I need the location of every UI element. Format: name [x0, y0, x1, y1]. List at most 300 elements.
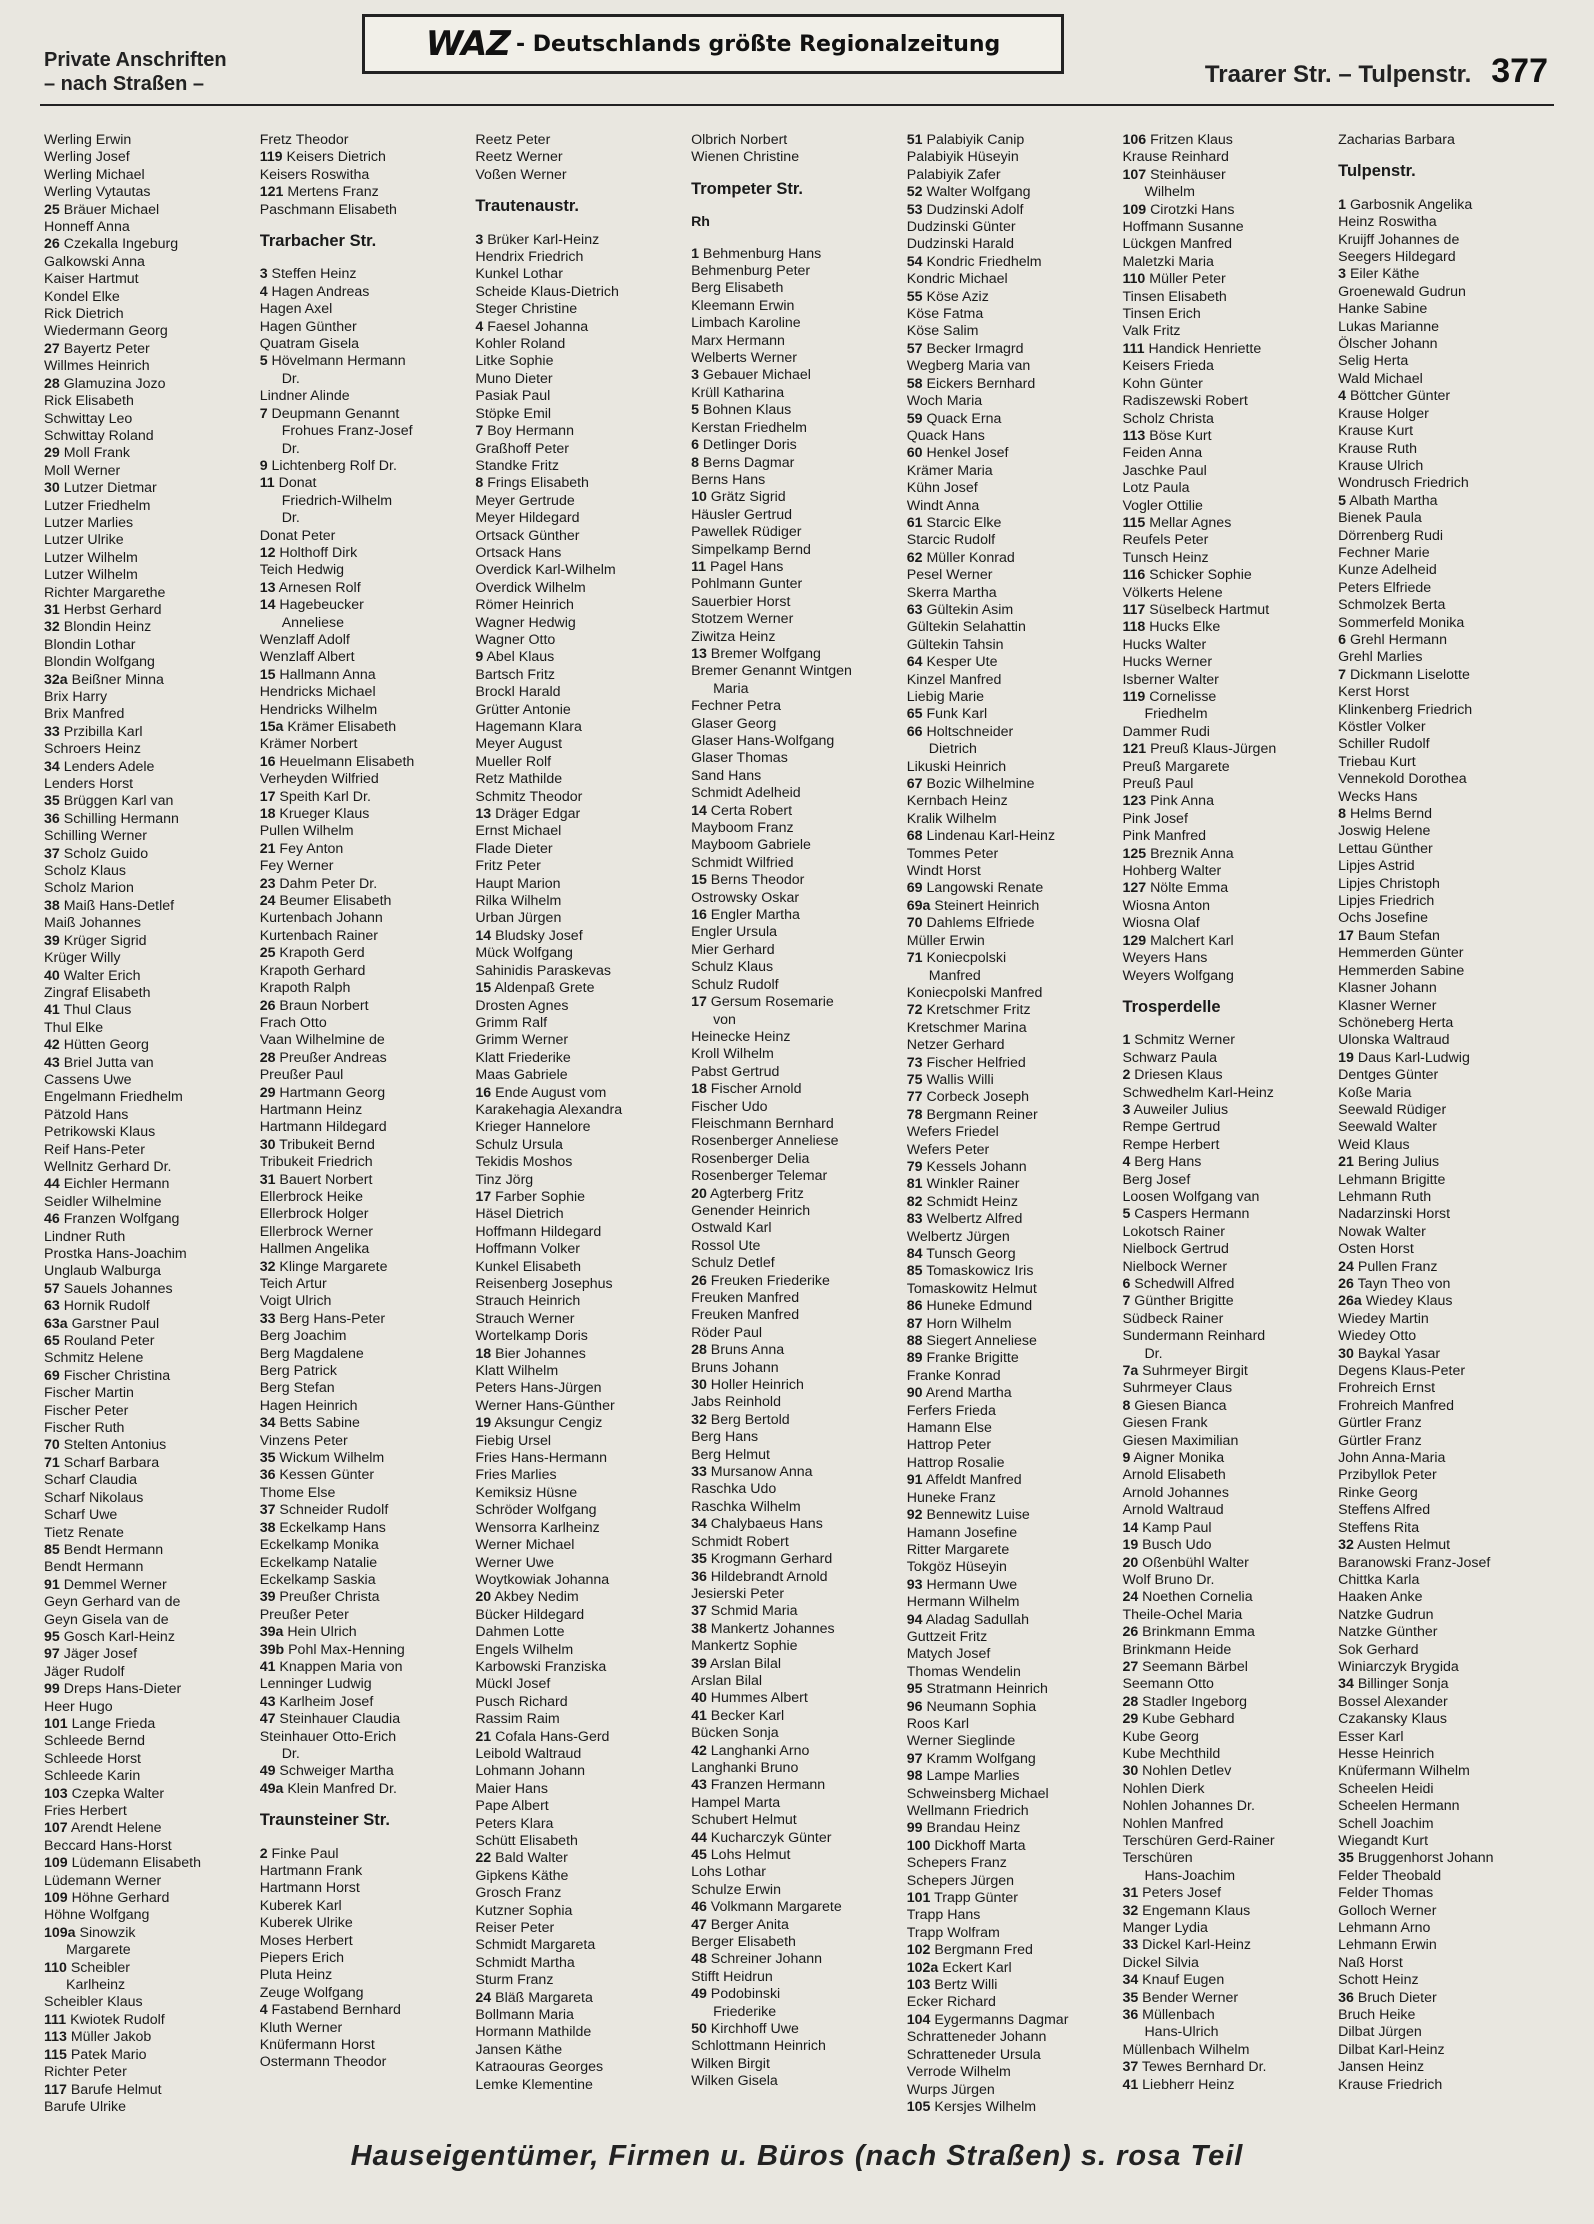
directory-column — [475, 132, 691, 2122]
resident-name: Felder Thomas — [1338, 1885, 1434, 1902]
resident-entry — [1338, 1346, 1548, 1363]
resident-entry — [1338, 1711, 1548, 1728]
resident-name: Wiedey Martin — [1338, 1310, 1429, 1327]
resident-name: Esser Karl — [1338, 1728, 1404, 1745]
resident-entry — [1338, 1659, 1548, 1676]
resident-entry — [1122, 341, 1332, 358]
resident-name: Gebauer Michael — [702, 367, 811, 384]
house-number: 14 — [691, 802, 707, 819]
resident-name: Krapoth Gerhard — [259, 962, 366, 979]
resident-name: Werner Uwe — [475, 1554, 554, 1571]
resident-name: Horn Wilhelm — [926, 1315, 1012, 1332]
house-number: 119 — [259, 149, 283, 166]
resident-name: Tinsen Erich — [1122, 306, 1201, 323]
resident-entry — [907, 1507, 1117, 1524]
resident-name: Winiarczyk Brygida — [1338, 1658, 1459, 1675]
resident-entry — [475, 1642, 685, 1659]
resident-name: Brüggen Karl van — [63, 793, 174, 810]
resident-name: Palabiyik Canip — [926, 132, 1025, 148]
house-number: 127 — [1122, 880, 1147, 897]
resident-name: Hans-Joachim — [1144, 1867, 1236, 1884]
resident-entry — [260, 1781, 470, 1798]
house-number: 27 — [44, 340, 60, 357]
resident-entry — [1338, 1642, 1548, 1659]
resident-name: Hein Ulrich — [287, 1624, 357, 1641]
resident-name: Czekalla Ingeburg — [63, 236, 179, 253]
resident-name: Ritter Margarete — [906, 1541, 1010, 1558]
resident-entry — [475, 336, 685, 353]
resident-entry — [260, 1154, 470, 1171]
resident-name: Heer Hugo — [44, 1698, 113, 1715]
resident-name: Kunkel Elisabeth — [475, 1258, 582, 1275]
resident-entry — [475, 1015, 685, 1032]
resident-entry — [691, 1656, 901, 1673]
resident-entry — [691, 1499, 901, 1516]
resident-name: Raschka Udo — [691, 1481, 777, 1498]
resident-entry — [691, 1847, 901, 1864]
resident-entry — [44, 498, 254, 515]
resident-name: Lüdemann Werner — [44, 1872, 162, 1889]
resident-name: Brockl Harald — [475, 684, 561, 701]
resident-entry — [907, 149, 1117, 166]
resident-entry — [475, 388, 685, 405]
resident-name: Demmel Werner — [63, 1576, 167, 1593]
resident-name: Gürtler Franz — [1338, 1415, 1422, 1432]
resident-entry — [475, 1154, 685, 1171]
resident-name: Huneke Franz — [906, 1489, 996, 1506]
house-number: 31 — [44, 601, 60, 618]
resident-name: Freuken Manfred — [691, 1307, 800, 1324]
resident-name: Häusler Gertrud — [691, 506, 792, 523]
entry-continuation — [260, 441, 470, 458]
resident-name: Vennekold Dorothea — [1338, 771, 1467, 788]
resident-name: Krause Holger — [1338, 405, 1429, 422]
resident-entry — [1122, 1555, 1332, 1572]
resident-name: Suhrmeyer Birgit — [1142, 1363, 1248, 1380]
resident-name: Mursanow Anna — [710, 1464, 813, 1481]
resident-name: Wilken Birgit — [691, 2055, 770, 2072]
resident-name: Zingraf Elisabeth — [44, 984, 151, 1001]
resident-name: Schmidt Martha — [475, 1954, 575, 1971]
house-number: 15 — [691, 872, 707, 889]
house-number: 17 — [259, 788, 276, 805]
resident-entry — [907, 811, 1117, 828]
house-number: 38 — [44, 897, 60, 914]
street-heading: Tulpenstr. — [1338, 162, 1416, 181]
resident-entry — [1338, 336, 1548, 353]
resident-entry — [1122, 1293, 1332, 1310]
resident-name: Schell Joachim — [1338, 1815, 1434, 1832]
resident-name: Tomaskowicz Iris — [926, 1263, 1034, 1280]
resident-entry — [260, 336, 470, 353]
resident-name: Caspers Hermann — [1134, 1206, 1250, 1223]
house-number: 109 — [44, 1855, 68, 1872]
resident-entry — [907, 985, 1117, 1002]
resident-name: Berg Helmut — [691, 1446, 770, 1463]
resident-entry — [907, 411, 1117, 428]
house-number: 53 — [906, 201, 923, 218]
resident-entry — [1122, 1102, 1332, 1119]
resident-entry — [475, 910, 685, 927]
resident-entry — [44, 219, 254, 236]
resident-entry — [44, 532, 254, 549]
house-number: 20 — [475, 1589, 492, 1606]
resident-name: Maiß Johannes — [44, 915, 141, 932]
resident-name: Fritz Peter — [475, 858, 541, 875]
resident-entry — [691, 977, 901, 994]
resident-entry — [1122, 1520, 1332, 1537]
resident-name: Kinzel Manfred — [906, 671, 1002, 688]
resident-entry — [1338, 1050, 1548, 1067]
resident-entry — [1122, 793, 1332, 810]
resident-name: Verheyden Wilfried — [259, 771, 379, 788]
resident-entry — [260, 1050, 470, 1067]
resident-name: Kube Gebhard — [1142, 1711, 1235, 1728]
resident-name: Schwedhelm Karl-Heinz — [1122, 1084, 1274, 1101]
resident-entry — [1122, 1798, 1332, 1815]
resident-name: Brinkmann Heide — [1122, 1641, 1232, 1658]
house-number: 54 — [906, 253, 923, 270]
resident-entry — [44, 289, 254, 306]
footer-note: Hauseigentümer, Firmen u. Büros (nach Straßen) s. rosa Teil — [350, 2140, 1244, 2172]
resident-entry — [691, 1325, 901, 1342]
house-number: 29 — [44, 445, 60, 462]
house-number: 111 — [1122, 340, 1145, 357]
house-number: 109a — [44, 1924, 76, 1941]
resident-name: Thul Claus — [63, 1002, 132, 1019]
resident-entry — [475, 789, 685, 806]
resident-name: Berns Hans — [691, 471, 766, 488]
resident-name: Becker Karl — [710, 1707, 785, 1724]
resident-name: Freuken Manfred — [691, 1290, 800, 1306]
resident-name: Lenninger Ludwig — [259, 1676, 372, 1693]
resident-name: Böse Kurt — [1149, 427, 1212, 444]
house-number: 69a — [906, 897, 931, 914]
house-number: 28 — [691, 1342, 707, 1359]
resident-entry — [44, 1907, 254, 1924]
house-number: 8 — [1122, 1397, 1131, 1414]
resident-entry — [1338, 858, 1548, 875]
resident-name: Nohlen Johannes Dr. — [1122, 1798, 1255, 1815]
house-number: 85 — [906, 1263, 923, 1280]
resident-name: Eichler Hermann — [63, 1176, 170, 1193]
resident-entry — [691, 367, 901, 384]
resident-entry — [1338, 1920, 1548, 1937]
resident-name: Müllenbach Wilhelm — [1122, 2041, 1250, 2058]
resident-name: Kessels Johann — [926, 1158, 1027, 1175]
resident-name: Stotzem Werner — [691, 611, 794, 628]
resident-entry — [44, 1525, 254, 1542]
resident-name: Heinz Roswitha — [1338, 214, 1437, 231]
resident-entry — [907, 689, 1117, 706]
resident-name: Langhanki Bruno — [691, 1759, 799, 1776]
resident-name: Sauerbier Horst — [691, 593, 791, 610]
resident-entry — [1122, 846, 1332, 863]
resident-entry — [1338, 1015, 1548, 1032]
resident-name: Preuß Klaus-Jürgen — [1150, 741, 1277, 758]
resident-name: Hartmann Hildegard — [259, 1119, 387, 1136]
resident-name: Pusch Richard — [475, 1693, 568, 1710]
resident-name: Bücker Hildegard — [475, 1606, 585, 1623]
house-number: 110 — [1122, 271, 1146, 288]
section-heading-line2: – nach Straßen – — [44, 73, 205, 95]
house-number: 26 — [259, 997, 276, 1014]
resident-entry — [691, 1986, 901, 2003]
resident-entry — [1122, 1380, 1332, 1397]
resident-name: Wefers Peter — [906, 1141, 990, 1158]
resident-name: Sahinidis Paraskevas — [475, 962, 612, 979]
resident-name: Bendt Hermann — [63, 1541, 164, 1558]
resident-entry — [475, 266, 685, 283]
resident-entry — [1338, 771, 1548, 788]
resident-name: Kühn Josef — [906, 480, 978, 497]
resident-name: Frach Otto — [259, 1014, 327, 1031]
resident-name: Driesen Klaus — [1134, 1067, 1223, 1084]
resident-entry — [44, 1716, 254, 1733]
resident-name: Affeldt Manfred — [925, 1472, 1022, 1489]
resident-name: Dahlems Elfriede — [926, 915, 1035, 932]
resident-name: Selig Herta — [1338, 353, 1409, 370]
resident-name: Lipjes Christoph — [1338, 875, 1440, 892]
resident-name: Schroers Heinz — [44, 741, 141, 758]
resident-entry — [475, 1589, 685, 1606]
resident-entry — [1122, 149, 1332, 166]
resident-name: Eiler Käthe — [1349, 266, 1420, 283]
house-number: 113 — [44, 2029, 67, 2046]
resident-name: Donat Peter — [259, 527, 336, 544]
resident-entry — [1122, 132, 1332, 149]
resident-entry — [907, 1629, 1117, 1646]
resident-entry — [1122, 167, 1332, 184]
resident-entry — [691, 716, 901, 733]
resident-name: Prostka Hans-Joachim — [44, 1246, 187, 1262]
resident-name: Blondin Wolfgang — [44, 654, 155, 671]
resident-entry — [260, 754, 470, 771]
resident-entry — [260, 684, 470, 701]
resident-entry — [1338, 963, 1548, 980]
resident-entry — [907, 828, 1117, 845]
house-number: 57 — [44, 1280, 60, 1297]
resident-name: Holler Heinrich — [710, 1377, 804, 1394]
house-number: 4 — [259, 283, 268, 300]
house-number: 117 — [44, 2081, 67, 2098]
resident-entry — [44, 341, 254, 358]
resident-entry — [260, 719, 470, 736]
resident-entry — [1122, 1398, 1332, 1415]
resident-entry — [907, 1072, 1117, 1089]
house-number: 47 — [259, 1711, 276, 1728]
resident-name: Schwittay Leo — [44, 410, 133, 427]
resident-name: Nohlen Dierk — [1122, 1780, 1205, 1797]
resident-name: Mier Gerhard — [691, 941, 775, 958]
resident-name: Wurps Jürgen — [906, 2081, 995, 2098]
resident-entry — [260, 1415, 470, 1432]
resident-entry — [691, 768, 901, 785]
resident-entry — [907, 1907, 1117, 1924]
resident-name: Palabiyik Zafer — [906, 166, 1001, 183]
resident-entry — [1338, 1137, 1548, 1154]
entry-continuation — [1122, 184, 1332, 201]
resident-name: Schmidt Margareta — [475, 1937, 596, 1954]
resident-entry — [44, 724, 254, 741]
resident-entry — [475, 1798, 685, 1815]
resident-entry — [44, 1316, 254, 1333]
resident-name: Rouland Peter — [63, 1333, 155, 1350]
resident-entry — [691, 924, 901, 941]
resident-name: Vaan Wilhelmine de — [259, 1032, 385, 1049]
resident-name: Kramm Wolfgang — [926, 1750, 1036, 1767]
resident-entry — [475, 1555, 685, 1572]
resident-entry — [260, 1485, 470, 1502]
resident-name: Heinecke Heinz — [691, 1028, 791, 1045]
resident-name: Busch Udo — [1142, 1537, 1212, 1554]
resident-entry — [260, 149, 470, 166]
house-number: 69 — [906, 880, 923, 897]
resident-entry — [1338, 249, 1548, 266]
resident-name: Hattrop Rosalie — [906, 1454, 1005, 1471]
resident-entry — [1122, 1050, 1332, 1067]
house-number: 49 — [259, 1763, 276, 1780]
resident-entry — [907, 1107, 1117, 1124]
resident-name: Schmitz Werner — [1134, 1032, 1235, 1049]
resident-name: Thome Else — [259, 1484, 336, 1501]
resident-entry — [44, 167, 254, 184]
page-header-right — [1205, 52, 1548, 91]
resident-name: Mück Wolfgang — [475, 945, 573, 962]
resident-name: Kurtenbach Rainer — [259, 927, 378, 944]
resident-name: Heuelmann Elisabeth — [279, 753, 415, 770]
resident-name: Theile-Ochel Maria — [1122, 1606, 1243, 1623]
resident-entry — [907, 1977, 1117, 1994]
resident-entry — [260, 928, 470, 945]
resident-entry — [1122, 1659, 1332, 1676]
house-number: 65 — [44, 1333, 60, 1350]
resident-entry — [44, 567, 254, 584]
resident-name: Pape Albert — [475, 1798, 549, 1815]
resident-entry — [691, 246, 901, 263]
resident-entry — [691, 1534, 901, 1551]
house-number: 94 — [906, 1611, 923, 1628]
resident-entry — [44, 1298, 254, 1315]
resident-name: Lutzer Ulrike — [44, 532, 124, 549]
resident-entry — [44, 1594, 254, 1611]
resident-entry — [691, 333, 901, 350]
resident-name: Funk Karl — [926, 706, 988, 723]
resident-entry — [907, 167, 1117, 184]
resident-name: Kondric Friedhelm — [926, 253, 1042, 270]
resident-name: Haupt Marion — [475, 875, 561, 892]
resident-name: Keisers Roswitha — [259, 166, 370, 183]
resident-name: Schulz Detlef — [691, 1255, 775, 1272]
resident-entry — [260, 1328, 470, 1345]
house-number: 61 — [906, 514, 923, 531]
resident-name: Aldenpaß Grete — [494, 980, 595, 997]
resident-name: Brandau Heinz — [926, 1820, 1021, 1837]
resident-name: Bossel Alexander — [1338, 1693, 1448, 1710]
resident-name: Becker Irmagrd — [926, 340, 1024, 357]
resident-entry — [44, 1124, 254, 1141]
resident-entry — [44, 880, 254, 897]
resident-name: Grimm Ralf — [475, 1014, 548, 1031]
resident-name: Retz Mathilde — [475, 771, 563, 788]
house-number: 23 — [259, 875, 276, 892]
resident-entry — [907, 1316, 1117, 1333]
resident-entry — [475, 1380, 685, 1397]
resident-name: Werner Michael — [475, 1537, 575, 1554]
resident-name: Arendt Helene — [70, 1820, 162, 1837]
resident-entry — [691, 803, 901, 820]
resident-name: Kaiser Hartmut — [44, 271, 139, 288]
resident-entry — [1338, 441, 1548, 458]
resident-name: Dilbat Jürgen — [1338, 2024, 1422, 2041]
resident-name: Jansen Heinz — [1338, 2059, 1425, 2076]
resident-name: Baranowski Franz-Josef — [1338, 1554, 1491, 1571]
resident-name: Teich Artur — [259, 1276, 327, 1292]
resident-name: Boy Hermann — [487, 423, 574, 440]
resident-name: Wolf Bruno Dr. — [1122, 1571, 1215, 1588]
header-rule — [40, 104, 1554, 106]
resident-name: Triebau Kurt — [1338, 753, 1416, 770]
resident-entry — [260, 876, 470, 893]
house-number: 18 — [259, 806, 276, 823]
resident-name: Zacharias Barbara — [1338, 132, 1455, 148]
resident-name: Lohmann Johann — [475, 1763, 586, 1780]
resident-entry — [1122, 1137, 1332, 1154]
resident-name: Scheelen Hermann — [1338, 1798, 1460, 1815]
house-number: 121 — [1122, 741, 1147, 758]
resident-entry — [907, 1733, 1117, 1750]
resident-entry — [691, 1377, 901, 1394]
resident-name: Honneff Anna — [44, 219, 130, 236]
resident-entry — [44, 1873, 254, 1890]
resident-entry — [1338, 1955, 1548, 1972]
resident-entry — [1122, 254, 1332, 271]
resident-entry — [691, 1203, 901, 1220]
resident-entry — [260, 1659, 470, 1676]
resident-entry — [1122, 1589, 1332, 1606]
resident-entry — [1122, 428, 1332, 445]
resident-entry — [44, 1055, 254, 1072]
resident-name: Margarete — [66, 1942, 131, 1959]
resident-name: Cofala Hans-Gerd — [495, 1728, 610, 1745]
resident-entry — [1122, 2059, 1332, 2076]
resident-name: Walter Erich — [63, 967, 141, 984]
resident-name: Keisers Frieda — [1122, 358, 1214, 375]
resident-entry — [907, 1176, 1117, 1193]
resident-entry — [475, 1415, 685, 1432]
resident-entry — [691, 994, 901, 1011]
resident-entry — [260, 2037, 470, 2054]
resident-entry — [691, 455, 901, 472]
resident-name: Krüger Willy — [44, 950, 121, 967]
resident-name: Certa Robert — [710, 802, 793, 819]
resident-name: Hampel Marta — [691, 1794, 781, 1811]
resident-entry — [260, 545, 470, 562]
resident-name: Leibold Waltraud — [475, 1745, 582, 1762]
resident-name: Seewald Rüdiger — [1338, 1101, 1447, 1118]
resident-entry — [475, 893, 685, 910]
resident-name: Steffens Alfred — [1338, 1502, 1431, 1519]
resident-name: Nadarzinski Horst — [1338, 1206, 1451, 1223]
resident-entry — [1122, 1885, 1332, 1902]
resident-name: Holthoff Dirk — [279, 544, 358, 561]
house-number: 28 — [1122, 1693, 1139, 1710]
resident-entry — [907, 2082, 1117, 2099]
resident-entry — [691, 1220, 901, 1237]
house-number: 7 — [259, 405, 268, 422]
resident-entry — [1122, 1572, 1332, 1589]
resident-name: Preußer Paul — [259, 1067, 344, 1084]
